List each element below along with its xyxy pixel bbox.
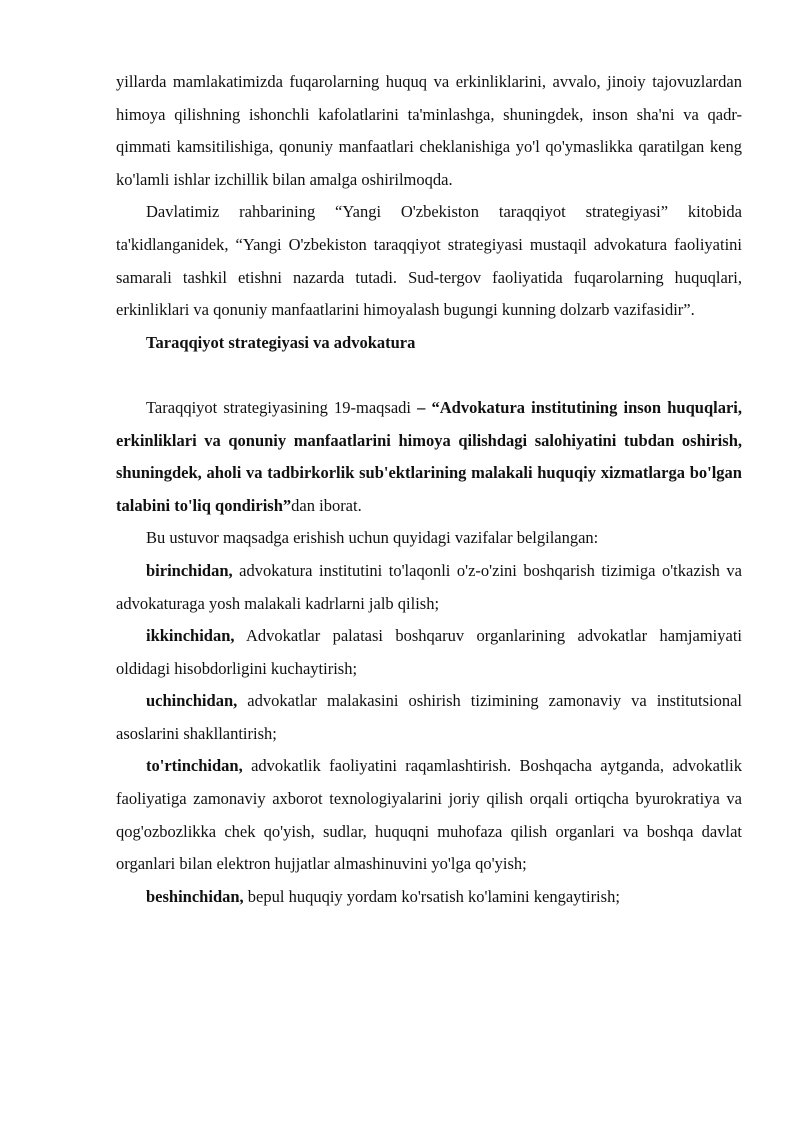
task-item-1 — [116, 555, 742, 620]
task-label: uchinchidan, — [146, 691, 238, 711]
task-text: advokatura institutini to'laqonli o'z-o'zini boshqarish tizimiga o'tkazish va advokaturaga yosh malakali kadrlarni jalb qilish; — [116, 560, 742, 613]
task-text: bepul huquqiy yordam ko'rsatish ko'lamini kengaytirish; — [243, 886, 620, 906]
section-heading: Taraqqiyot strategiyasi va advokatura — [146, 332, 416, 352]
document-page — [116, 66, 742, 913]
task-text: advokatlik faoliyatini raqamlashtirish. Boshqacha aytganda, advokatlik faoliyatiga zamonaviy axborot texnologiyalarini joriy qilish orqali ortiqcha byurokratiya va qog'ozbozlikka chek qo'yish, sudlar, huquqni muhofaza qilish organlari va boshqa davlat organlari bilan elektron hujjatlar almashinuvini yo'lga qo'yish; — [116, 756, 742, 874]
goal-bold-text: – “Advokatura institutining inson huquqlari, erkinliklari va qonuniy manfaatlarini himoya qilishdagi salohiyatini tubdan oshirish, shuningdek, aholi va tadbirkorlik sub'ektlarining malakali huquqiy xizmatlarga bo'lgan talabini to'liq qondirish” — [116, 397, 742, 515]
task-label: ikkinchidan, — [146, 626, 235, 646]
task-text: Advokatlar palatasi boshqaruv organlarining advokatlar hamjamiyati oldidagi hisobdorligini kuchaytirish; — [116, 626, 742, 678]
task-item-2 — [116, 620, 742, 685]
task-text: advokatlar malakasini oshirish tizimining zamonaviy va institutsional asoslarini shakllantirish; — [116, 691, 742, 743]
goal-intro-text: Taraqqiyot strategiyasining 19-maqsadi — [146, 397, 411, 417]
task-item-3 — [116, 685, 742, 750]
task-label: to'rtinchidan, — [146, 756, 243, 776]
paragraph-continuation: yillarda mamlakatimizda fuqarolarning huquq va erkinliklarini, avvalo, jinoiy tajovuzlardan himoya qilishning ishonchli kafolatlarini ta'minlashga, shuningdek, inson sha'ni va qadr-qimmati kamsitilishiga, qonuniy manfaatlari cheklanishiga yo'l qo'ymaslikka qaratilgan keng ko'lamli ishlar izchillik bilan amalga oshirilmoqda. — [116, 72, 742, 189]
paragraph-tasks-intro: Bu ustuvor maqsadga erishish uchun quyidagi vazifalar belgilangan: — [146, 528, 599, 548]
paragraph-strategy-quote: Davlatimiz rahbarining “Yangi O'zbekiston taraqqiyot strategiyasi” kitobida ta'kidlanganidek, “Yangi O'zbekiston taraqqiyot strategiyasi mustaqil advokatura faoliyatini samarali tashkil etishni nazarda tutadi. Sud-tergov faoliyatida fuqarolarning huquqlari, erkinliklari va qonuniy manfaatlarini himoyalash bugungi kunning dolzarb vazifasidir”. — [116, 202, 742, 320]
task-item-5 — [116, 881, 742, 914]
task-label: birinchidan, — [146, 560, 233, 580]
paragraph-goal-19 — [116, 392, 742, 522]
blank-line — [116, 359, 742, 392]
goal-end-text: dan iborat. — [291, 495, 362, 515]
task-label: beshinchidan, — [146, 886, 244, 906]
task-item-4 — [116, 750, 742, 880]
